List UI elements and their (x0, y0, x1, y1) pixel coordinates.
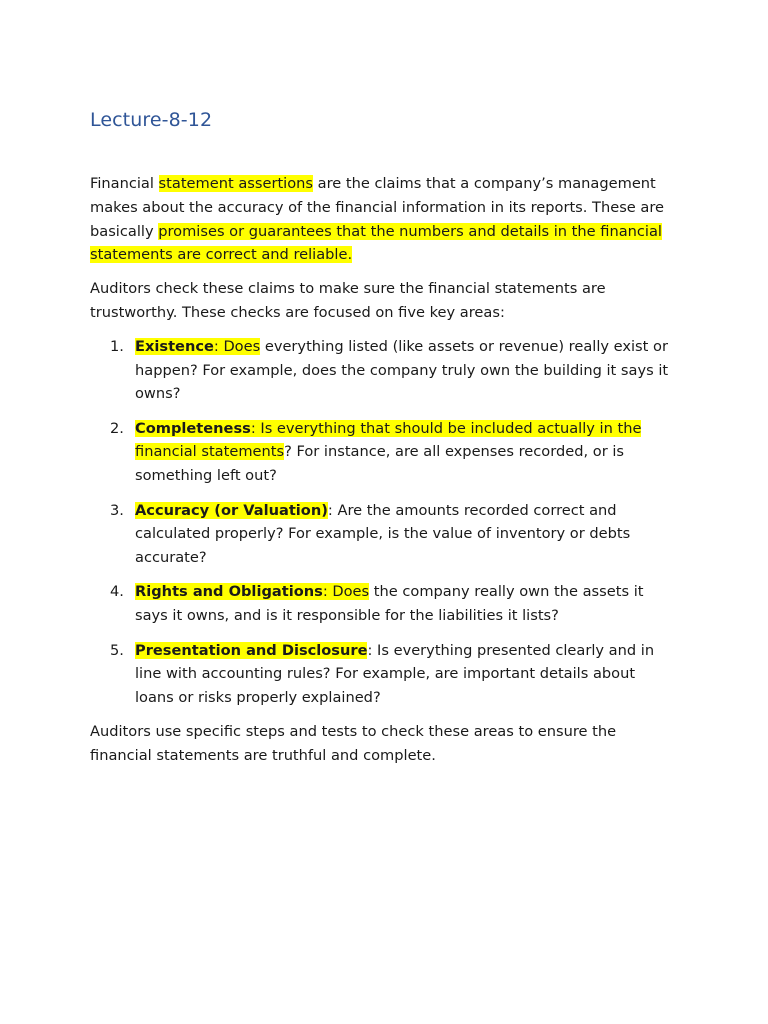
list-item (90, 580, 675, 628)
document-page (90, 104, 675, 768)
list-term: Completeness (135, 419, 251, 437)
list-term: Existence (135, 337, 214, 355)
list-text: the company really own the assets it says it owns, and is it responsible for the liabilities it lists? (135, 583, 644, 625)
intro-text-2: are the claims that a company’s management makes about the accuracy of the financial information in its reports. These are basically (90, 175, 665, 240)
list-number: 1. (110, 337, 124, 355)
auditors-intro-paragraph: Auditors check these claims to make sure the financial statements are trustworthy. These checks are focused on five key areas: (90, 280, 606, 321)
list-number: 2. (110, 419, 124, 437)
list-highlight-text: : Is everything that should be included actually in the financial statements (135, 419, 642, 461)
list-text: : Is everything presented clearly and in line with accounting rules? For example, are important details about loans or risks properly explained? (135, 641, 655, 707)
list-term: Presentation and Disclosure (135, 641, 368, 659)
intro-paragraph (90, 172, 675, 267)
document-title: Lecture-8-12 (90, 109, 213, 131)
list-number: 3. (110, 501, 124, 519)
list-term: Accuracy (or Valuation) (135, 501, 328, 519)
list-number: 5. (110, 641, 124, 659)
list-item (90, 639, 675, 710)
list-text: : Are the amounts recorded correct and calculated properly? For example, is the value of inventory or debts accurate? (135, 501, 631, 567)
assertions-list (90, 335, 675, 710)
list-text: ? For instance, are all expenses recorded, or is something left out? (135, 443, 624, 485)
conclusion-paragraph: Auditors use specific steps and tests to check these areas to ensure the financial statements are truthful and complete. (90, 723, 617, 765)
list-term: Rights and Obligations (135, 583, 323, 601)
list-item (90, 335, 675, 406)
list-highlight-text: : Does (322, 583, 370, 601)
list-number: 4. (110, 583, 124, 601)
intro-text-1: Financial (90, 175, 159, 192)
highlight-statement-assertions: statement assertions (158, 175, 314, 192)
list-text: everything listed (like assets or revenue) really exist or happen? For example, does the company truly own the building it says it owns? (135, 337, 669, 403)
list-item (90, 499, 675, 570)
highlight-promises: promises or guarantees that the numbers and details in the financial statements are correct and reliable. (90, 222, 662, 264)
list-highlight-text: : Does (213, 337, 261, 355)
list-item (90, 417, 675, 488)
